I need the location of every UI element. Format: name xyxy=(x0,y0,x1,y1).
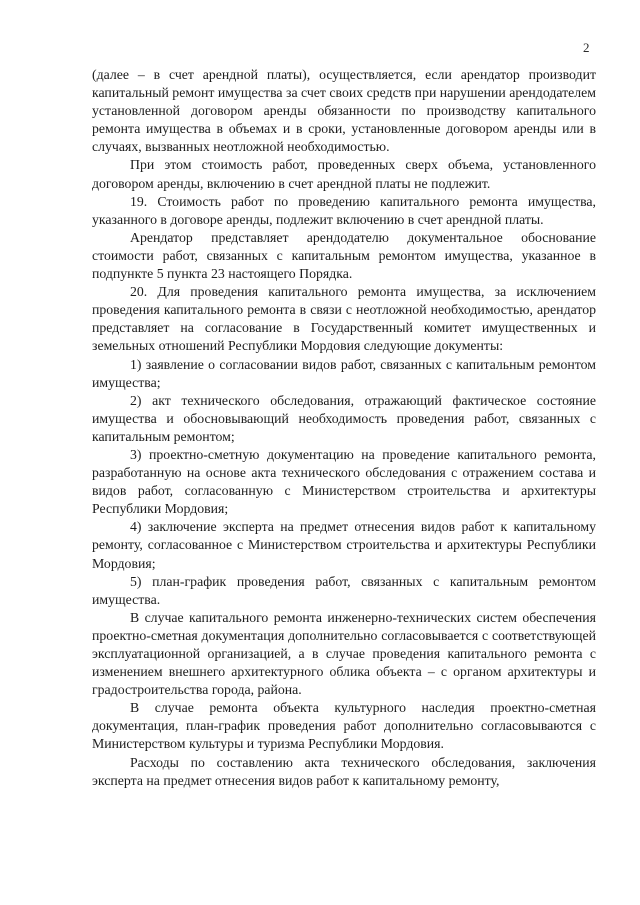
paragraph-continuation: (далее – в счет арендной платы), осуществляется, если арендатор производит капитальный ремонт имущества за счет своих средств при нарушении арендодателем установленной договором аренды обязанности по производству капитального ремонта имущества в объемах и в сроки, установленные договором аренды или в случаях, вызванных неотложной необходимостью. xyxy=(92,67,596,155)
paragraph-item-19: 19. Стоимость работ по проведению капитального ремонта имущества, указанного в договоре аренды, подлежит включению в счет арендной платы. xyxy=(92,193,596,227)
paragraph-item-20: 20. Для проведения капитального ремонта имущества, за исключением проведения капитального ремонта в связи с неотложной необходимостью, арендатор представляет на согласование в Государственный комитет имущественных и земельных отношений Республики Мордовия следующие документы: xyxy=(92,284,596,354)
page-number: 2 xyxy=(583,40,590,55)
document-body xyxy=(92,66,596,790)
paragraph: Арендатор представляет арендодателю документальное обоснование стоимости работ, связанных с капитальным ремонтом имущества, указанное в подпункте 5 пункта 23 настоящего Порядка. xyxy=(92,229,596,282)
list-item-4: 4) заключение эксперта на предмет отнесения видов работ к капитальному ремонту, согласованное с Министерством строительства и архитектуры Республики Мордовия; xyxy=(92,519,596,571)
list-item-1: 1) заявление о согласовании видов работ, связанных с капитальным ремонтом имущества; xyxy=(92,356,596,390)
list-item-3: 3) проектно-сметную документацию на проведение капитального ремонта, разработанную на основе акта технического обследования с отражением состава и видов работ, согласованную с Министерством строительства и архитектуры Республики Мордовия; xyxy=(92,446,596,517)
paragraph: При этом стоимость работ, проведенных сверх объема, установленного договором аренды, включению в счет арендной платы не подлежит. xyxy=(92,157,596,191)
list-item-5: 5) план-график проведения работ, связанных с капитальным ремонтом имущества. xyxy=(92,573,596,607)
list-item-2: 2) акт технического обследования, отражающий фактическое состояние имущества и обосновывающий необходимость проведения работ, связанных с капитальным ремонтом; xyxy=(92,392,596,444)
paragraph: В случае ремонта объекта культурного наследия проектно-сметная документация, план-график проведения работ дополнительно согласовываются с Министерством культуры и туризма Республики Мордовия. xyxy=(92,700,596,752)
paragraph: Расходы по составлению акта технического обследования, заключения эксперта на предмет отнесения видов работ к капитальному ремонту, xyxy=(92,754,596,788)
paragraph: В случае капитального ремонта инженерно-технических систем обеспечения проектно-сметная документация дополнительно согласовывается с соответствующей эксплуатационной организацией, а в случае проведения капитального ремонта с изменением внешнего архитектурного облика объекта – с органом архитектуры и градостроительства города, района. xyxy=(92,609,596,698)
